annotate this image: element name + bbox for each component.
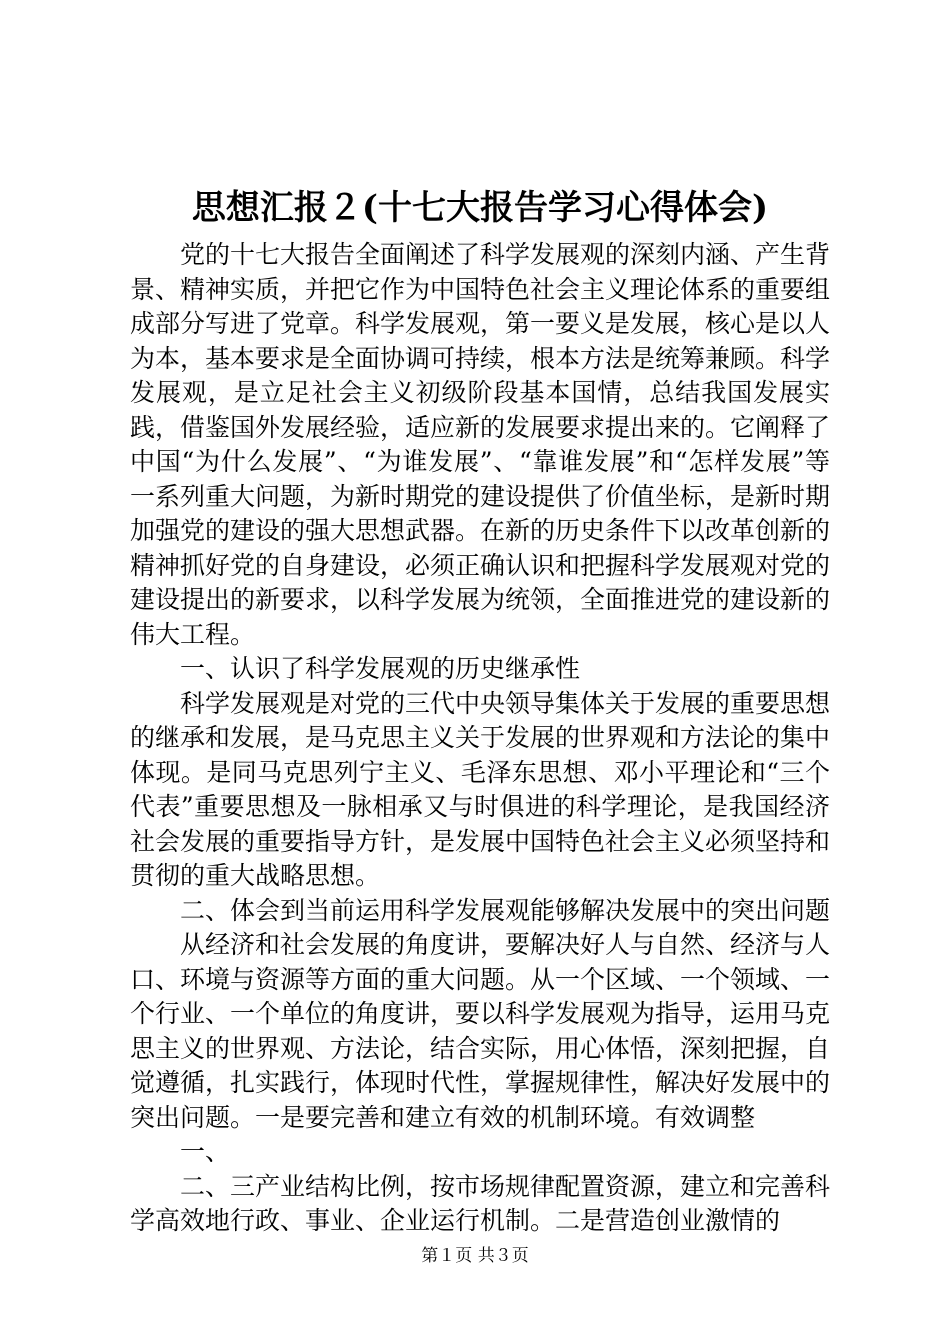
paragraph-section-2: 从经济和社会发展的角度讲，要解决好人与自然、经济与人口、环境与资源等方面的重大问题。从一个区域、一个领域、一个行业、一个单位的角度讲，要以科学发展观为指导，运用马克思主义的世界观、方法论，结合实际，用心体悟，深刻把握，自觉遵循，扎实践行，体现时代性，掌握规律性，解决好发展中的突出问题。一是要完善和建立有效的机制环境。有效调整 bbox=[130, 930, 831, 1132]
document-body bbox=[130, 238, 830, 1239]
paragraph-fragment: 一、 bbox=[180, 1137, 231, 1166]
paragraph-continuation: 二、三产业结构比例，按市场规律配置资源，建立和完善科学高效地行政、事业、企业运行机制。二是营造创业激情的 bbox=[130, 1171, 831, 1235]
document-title: 思想汇报２(十七大报告学习心得体会) bbox=[191, 188, 769, 228]
document-page bbox=[130, 182, 830, 1239]
section-heading-2: 二、体会到当前运用科学发展观能够解决发展中的突出问题 bbox=[180, 895, 831, 925]
page-footer: 第１页 共３页 bbox=[421, 1246, 529, 1266]
paragraph-section-1: 科学发展观是对党的三代中央领导集体关于发展的重要思想的继承和发展，是马克思主义关于发展的世界观和方法论的集中体现。是同马克思列宁主义、毛泽东思想、邓小平理论和“三个代表”重要思想及一脉相承又与时俱进的科学理论，是我国经济社会发展的重要指导方针，是发展中国特色社会主义必须坚持和贯彻的重大战略思想。 bbox=[130, 688, 831, 890]
section-heading-1: 一、认识了科学发展观的历史继承性 bbox=[180, 654, 581, 683]
paragraph-intro: 党的十七大报告全面阐述了科学发展观的深刻内涵、产生背景、精神实质，并把它作为中国特色社会主义理论体系的重要组成部分写进了党章。科学发展观，第一要义是发展，核心是以人为本，基本要求是全面协调可持续，根本方法是统筹兼顾。科学发展观，是立足社会主义初级阶段基本国情，总结我国发展实践，借鉴国外发展经验，适应新的发展要求提出来的。它阐释了中国“为什么发展”、“为谁发展”、“靠谁发展”和“怎样发展”等一系列重大问题，为新时期党的建设提供了价值坐标，是新时期加强党的建设的强大思想武器。在新的历史条件下以改革创新的精神抓好党的自身建设，必须正确认识和把握科学发展观对党的建设提出的新要求，以科学发展为统领，全面推进党的建设新的伟大工程。 bbox=[130, 240, 831, 649]
